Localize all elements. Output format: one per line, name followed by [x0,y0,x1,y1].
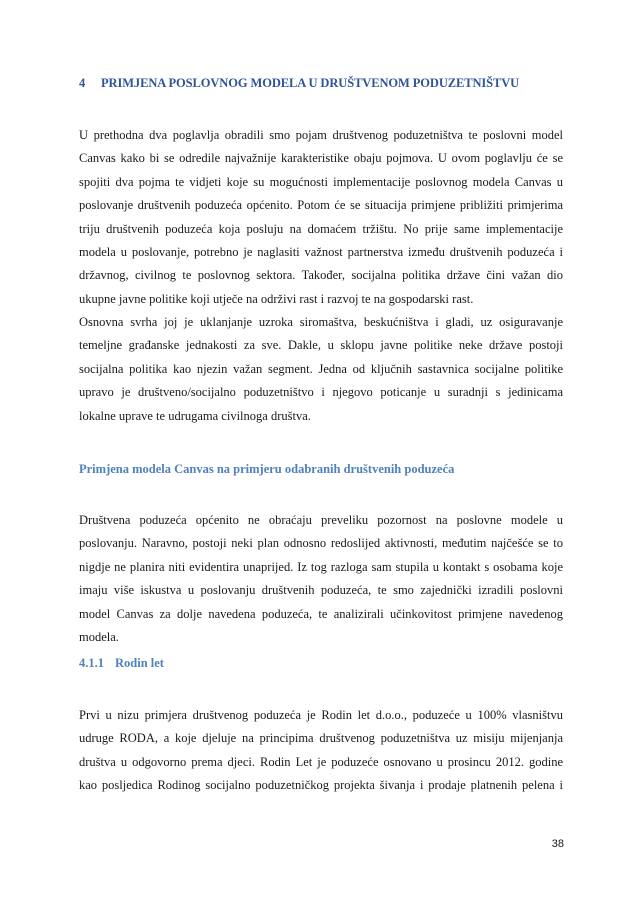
text-line: Društvena poduzeća općenito ne obraćaju preveliku pozornost na poslovne modele u [79,513,563,527]
text-line: upravo je društveno/socijalno poduzetništvo i njegovo poticanje u suradnji s jedinicama [79,385,563,400]
text-line: ukupne javne politike koji utječe na održivi rast i razvoj te na gospodarski rast. [79,291,474,306]
text-line: model Canvas za dolje navedena poduzeća, te analizirali učinkovitost primjene navedenog [79,606,563,621]
text-line: društva u odgovorno prema djeci. Rodin Let je poduzeće osnovano u prosincu 2012. godine [79,754,563,769]
section-heading: Primjena modela Canvas na primjeru odabranih društvenih poduzeća [79,462,455,476]
chapter-heading [79,76,519,91]
text-line: poslovanju. Naravno, postoji neki plan odnosno redoslijed aktivnosti, međutim najčešće se to [79,536,563,551]
paragraph-intro [79,124,563,311]
text-line: imaju više iskustva u poslovanju društvenih poduzeća, te smo zajednički izradili poslovni [79,583,563,598]
text-line: poslovanje društvenih poduzeća općenito. Potom će se situacija primjene približiti primjerima [79,198,563,213]
subsection-title: Rodin let [115,656,164,670]
chapter-title: PRIMJENA POSLOVNOG MODELA U DRUŠTVENOM PODUZETNIŠTVU [101,76,520,90]
subsection-number: 4.1.1 [79,656,104,670]
text-line: lokalne uprave te udrugama civilnoga društva. [79,408,311,423]
text-line: državnog, civilnog te poslovnog sektora. Također, socijalna politika države čini važan dio [79,268,563,283]
text-line: kao posljedica Rodinog socijalno poduzetničkog projekta šivanja i prodaje platnenih pelena i [79,778,563,793]
subsection-heading [79,656,164,671]
page-number: 38 [551,838,564,850]
text-line: udruge RODA, a koje djeluje na principima društvenog poduzetništva uz misiju mijenjanja [79,731,563,746]
text-line: Canvas kako bi se odredile najvažnije karakteristike obaju pojmova. U ovom poglavlju će se [79,151,563,166]
paragraph-business-models [79,509,563,649]
paragraph-social-policy [79,311,563,428]
text-line: temeljne građanske jednakosti za sve. Dakle, u sklopu javne politike neke države postoji [79,338,563,353]
text-line: nigdje ne planira niti evidentira unaprijed. Iz tog razloga sam stupila u kontakt s osobama koje [79,559,563,574]
text-line: spojiti dva pojma te vidjeti koje su mogućnosti implementacije poslovnog modela Canvas u [79,174,563,189]
text-line: socijalna politika kao njezin važan segment. Jedna od ključnih sastavnica socijalne politike [79,361,563,376]
paragraph-rodin-let [79,704,563,798]
text-line: U prethodna dva poglavlja obradili smo pojam društvenog poduzetništva te poslovni model [79,128,563,142]
text-line: Prvi u nizu primjera društvenog poduzeća je Rodin let d.o.o., poduzeće u 100% vlasništvu [79,708,563,722]
text-line: modela. [79,629,119,644]
text-line: triju društvenih poduzeća koja posluju na domaćem tržištu. No prije same implementacije [79,221,563,236]
text-line: modela u poslovanje, potrebno je naglasiti važnost partnerstva između društvenih poduzeća i [79,244,563,259]
text-line: Osnovna svrha joj je uklanjanje uzroka siromaštva, beskućništva i gladi, uz osiguravanje [79,315,563,329]
chapter-number: 4 [79,76,86,90]
